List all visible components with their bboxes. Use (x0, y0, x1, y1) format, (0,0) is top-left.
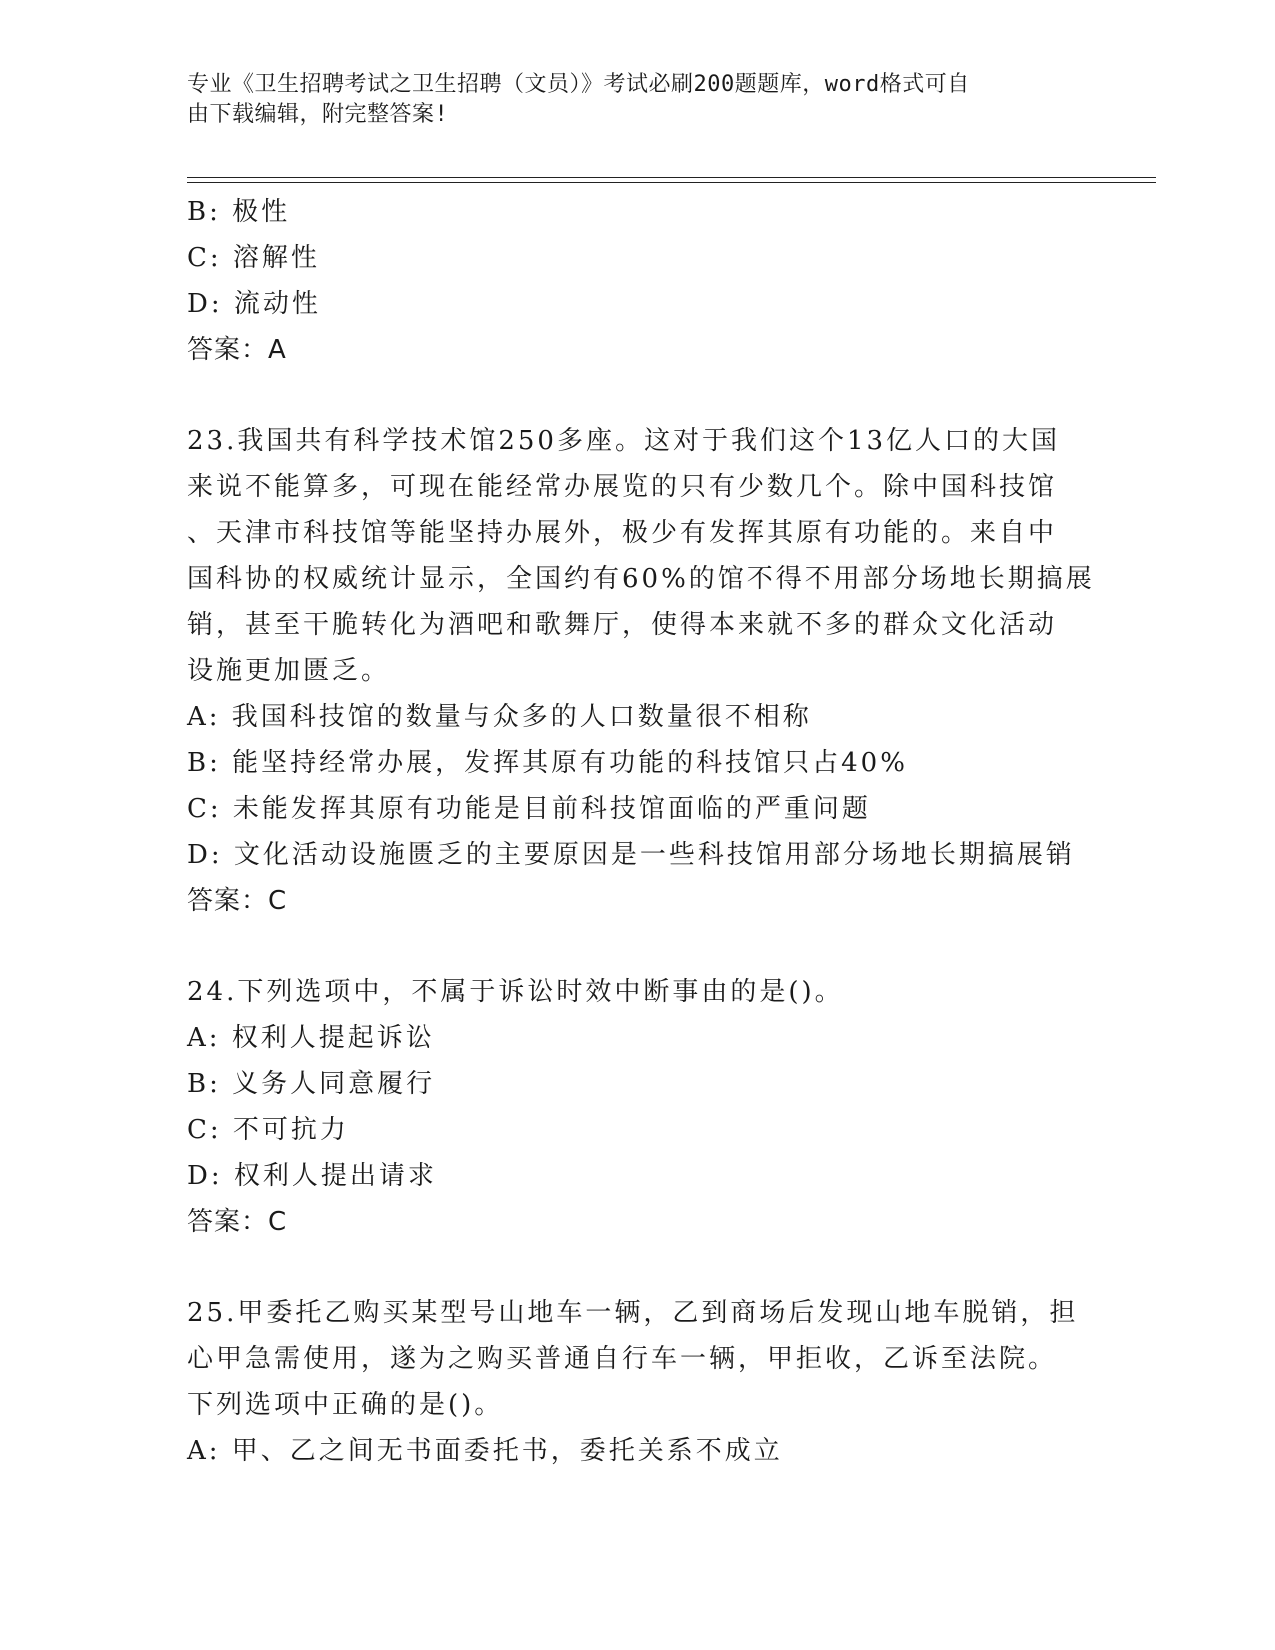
header-line-2: 由下载编辑，附完整答案! (187, 102, 449, 127)
q25-stem-line: 25.甲委托乙购买某型号山地车一辆，乙到商场后发现山地车脱销，担 (187, 1298, 1079, 1328)
q23-stem-line: 、天津市科技馆等能坚持办展外，极少有发挥其原有功能的。来自中 (187, 518, 1058, 548)
spacer (187, 1245, 1087, 1290)
spacer (187, 924, 1087, 969)
q24-option-c: C: 不可抗力 (187, 1115, 349, 1145)
question-23-block (187, 418, 1095, 924)
q24-answer: 答案：C (187, 1207, 288, 1237)
q22-answer: 答案：A (187, 335, 287, 365)
q23-option-a: A: 我国科技馆的数量与众多的人口数量很不相称 (187, 702, 812, 732)
q24-option-a: A: 权利人提起诉讼 (187, 1023, 435, 1053)
q25-option-a: A: 甲、乙之间无书面委托书，委托关系不成立 (187, 1436, 783, 1466)
q24-option-b: B: 义务人同意履行 (187, 1069, 436, 1099)
q25-stem-line: 心甲急需使用，遂为之购买普通自行车一辆，甲拒收，乙诉至法院。 (187, 1344, 1058, 1374)
q23-answer: 答案：C (187, 886, 288, 916)
q23-stem-line: 设施更加匮乏。 (187, 656, 391, 686)
q23-option-d: D: 文化活动设施匮乏的主要原因是一些科技馆用部分场地长期搞展销 (187, 840, 1075, 870)
question-24-block (187, 969, 1087, 1245)
q22-option-b: B: 极性 (187, 197, 291, 227)
document-body (187, 189, 1095, 1474)
q22-option-c: C: 溶解性 (187, 243, 320, 273)
q24-stem: 24.下列选项中，不属于诉讼时效中断事由的是()。 (187, 977, 844, 1007)
header-divider-bottom (187, 182, 1156, 183)
q23-stem-line: 23.我国共有科学技术馆250多座。这对于我们这个13亿人口的大国 (187, 426, 1061, 456)
header-divider-top (187, 177, 1156, 178)
question-25-block (187, 1290, 1087, 1474)
q23-stem-line: 国科协的权威统计显示，全国约有60%的馆不得不用部分场地长期搞展 (187, 564, 1095, 594)
page-header (187, 70, 1087, 130)
q23-option-c: C: 未能发挥其原有功能是目前科技馆面临的严重问题 (187, 794, 871, 824)
q23-stem-line: 销，甚至干脆转化为酒吧和歌舞厅，使得本来就不多的群众文化活动 (187, 610, 1058, 640)
q23-option-b: B: 能坚持经常办展，发挥其原有功能的科技馆只占40% (187, 748, 908, 778)
spacer (187, 373, 1087, 418)
q22-option-d: D: 流动性 (187, 289, 321, 319)
header-line-1: 专业《卫生招聘考试之卫生招聘（文员）》考试必刷200题题库，word格式可自 (187, 72, 970, 97)
q25-stem-line: 下列选项中正确的是()。 (187, 1390, 504, 1420)
q23-stem-line: 来说不能算多，可现在能经常办展览的只有少数几个。除中国科技馆 (187, 472, 1058, 502)
question-22-block (187, 189, 1087, 373)
q24-option-d: D: 权利人提出请求 (187, 1161, 437, 1191)
